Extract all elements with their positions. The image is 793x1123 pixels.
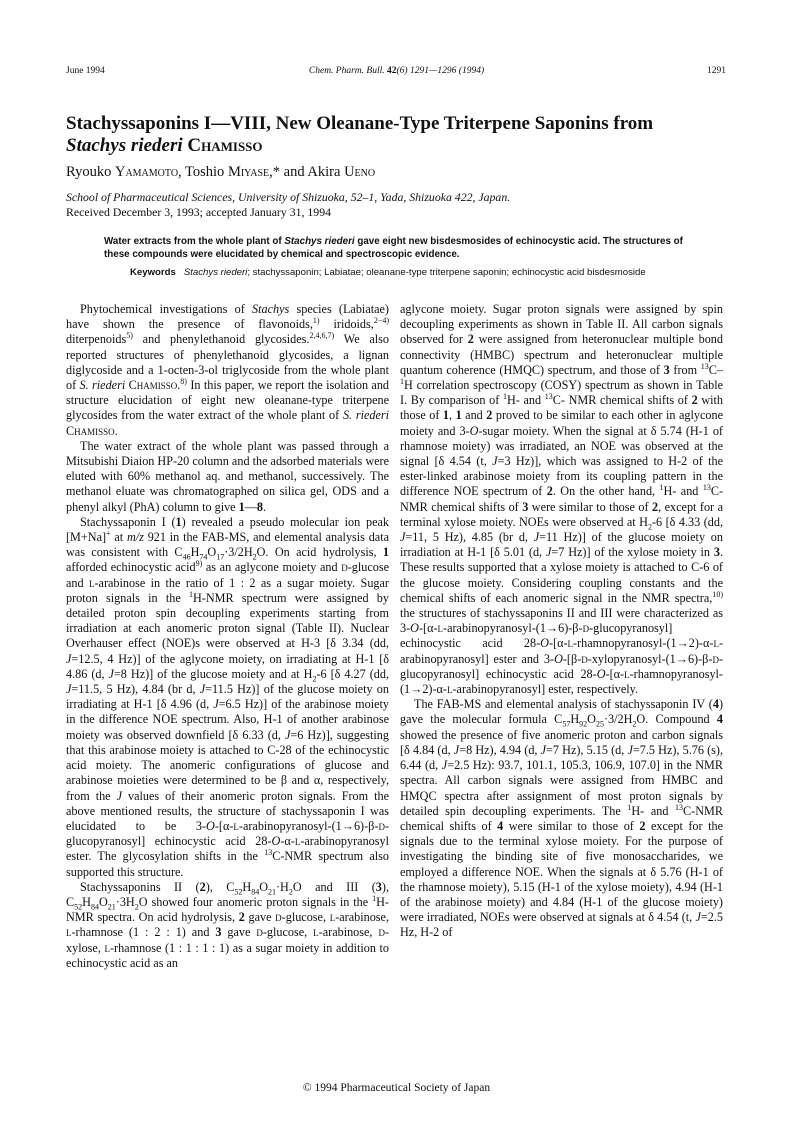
- abstract: [104, 235, 689, 261]
- header-citation: [0, 66, 793, 76]
- title-author: Chamisso: [187, 135, 263, 156]
- received-dates: Received December 3, 1993; accepted January 31, 1994: [66, 205, 331, 219]
- keywords-rest: ; stachyssaponin; Labiatae; oleanane-type triterpene saponin; echinocystic acid bisdesmoside: [247, 267, 646, 278]
- abstract-text-1: Water extracts from the whole plant of: [104, 236, 282, 247]
- header-date: June 1994: [66, 66, 105, 76]
- paragraph: The water extract of the whole plant was passed through a Mitsubishi Diaion HP-20 column and the adsorbed materials were eluted with 60% methanol aq. and methanol, successively. The methanol eluate was chromatographed on silica gel, ODS and a phenyl alkyl (PhA) column to give 1—8.: [66, 438, 389, 514]
- page-number: 1291: [707, 66, 726, 76]
- body-column-right: [400, 302, 723, 941]
- copyright-footer: © 1994 Pharmaceutical Society of Japan: [302, 1082, 491, 1094]
- keywords: [130, 267, 720, 278]
- affiliation-block: [66, 190, 510, 220]
- author-list: Ryouko Yamamoto, Toshio Miyase,* and Akira Ueno: [66, 164, 376, 180]
- paragraph: Phytochemical investigations of Stachys species (Labiatae) have shown the presence of flavonoids,$^{1)}$ iridoids,$^{2-4)}$ diterpenoids$^{5)}$ and phenylethanoid glycosides.$^{2,4,6,7)}$ We also reported structures of phenylethanoid glycosides, a lignan diglycoside and a 1-octen-3-ol triglycoside from the whole plant of S. riederi Chamisso.$^{8)}$ In this paper, we report the isolation and structure elucidation of eight new oleanane-type triterpene glycosides from the water extract of the whole plant of S. riederi Chamisso.: [66, 302, 390, 438]
- abstract-species: Stachys riederi: [284, 236, 355, 247]
- paragraph: aglycone moiety. Sugar proton signals were assigned by spin decoupling experiments as shown in Table II. All carbon signals observed for 2 were assigned from heteronuclear multiple bond connectivity (HMBC) spectrum and heteronuclear multiple quantum coherence (HMQC) spectrum, and those of 3 from $^{13}$C–$^1$H correlation spectroscopy (COSY) spectrum as shown in Table I. By comparison of $^1$H- and $^{13}$C- NMR chemical shifts of 2 with those of 1, 1 and 2 proved to be similar to each other in aglycone moiety and 3-O-sugar moiety. When the signal at δ 5.74 (H-1 of rhamnose moiety) was irradiated, an NOE was observed at the signal [δ 4.54 (t, J=3 Hz)], which was assigned to H-2 of the ester-linked arabinose moiety from its coupling pattern in the difference NOE spectrum of 2. On the other hand, $^1$H- and $^{13}$C-NMR chemical shifts of 3 were similar to those of 2, except for a terminal xylose moiety. NOEs were observed at $H_2-6$ [δ 4.33 (dd, J=11, 5 Hz), 4.85 (br d, J=11 Hz)] of the glucose moiety on irradiation at H-1 [δ 5.01 (d, J=7 Hz)] of the xylose moiety in 3. These results supported that a xylose moiety is attached to C-6 of the glucose moiety. Considering coupling constants and the chemical shifts of each anomeric signal in the NMR spectra,$^{10)}$ the structures of stachyssaponins II and III were characterized as 3-O-[α-l-arabinopyranosyl-(1→6)-β-d-glucopyranosyl] echinocystic acid 28-O-[α-l-rhamnopyranosyl-(1→2)-α-l-arabinopyranosyl] ester and 3-O-[β-d-xylopyranosyl-(1→6)-β-d-glucopyranosyl] echinocystic acid 28-O-[α-l-rhamnopyranosyl-(1→2)-α-l-arabinopyranosyl] ester, respectively.: [400, 302, 724, 697]
- title-line1: Stachyssaponins I—VIII, New Oleanane-Type Triterpene Saponins from: [66, 113, 654, 134]
- journal-name: Chem. Pharm. Bull.: [308, 66, 385, 76]
- keywords-first: Stachys riederi: [183, 267, 248, 278]
- paragraph: Stachyssaponin I (1) revealed a pseudo molecular ion peak [M+Na]+ at m/z 921 in the FAB-MS, and elemental analysis data was consistent with $C_{46}H_{74}O_{17}\cdot 3/2H_2O$. On acid hydrolysis, 1 afforded echinocystic acid$^{9)}$ as an aglycone moiety and d-glucose and l-arabinose in the ratio of 1 : 2 as a sugar moiety. Sugar proton signals in the $^1$H-NMR spectrum were assigned by detailed proton spin decoupling experiments starting from irradiation at each anomeric proton signal (Table II). Nuclear Overhauser effect (NOE)s were observed at H-3 [δ 3.34 (dd, J=12.5, 4 Hz)] of the aglycone moiety, on irradiating at H-1 [δ 4.86 (d, J=8 Hz)] of the glucose moiety and at $H_2-6$ [δ 4.27 (dd, J=11.5, 5 Hz), 4.84 (br d, J=11.5 Hz)] of the glucose moiety on irradiating at H-1 [δ 4.96 (d, J=6.5 Hz)] of the arabinose moiety in the difference NOE spectrum. Also, H-1 of another arabinose moiety was observed downfield [δ 6.33 (d, J=6 Hz)], suggesting that this arabinose moiety is attached to C-28 of the echinocystic acid moiety. The anomeric configurations of glucose and arabinose moieties were determined to be β and α, respectively, from the J values of their anomeric proton signals. From the above mentioned results, the structure of stachyssaponin I was elucidated to be 3-O-[α-l-arabinopyranosyl-(1→6)-β-d-glucopyranosyl] echinocystic acid 28-O-α-l-arabinopyranosyl ester. The glycosylation shifts in the $^{13}$C-NMR spectrum also supported this structure.: [66, 514, 390, 879]
- paper-title: [66, 113, 726, 157]
- affiliation: School of Pharmaceutical Sciences, University of Shizuoka, 52–1, Yada, Shizuoka 422, Japan.: [66, 190, 511, 204]
- title-species: Stachys riederi: [66, 135, 183, 156]
- paragraph: Stachyssaponins II (2), $C_{52}H_{84}O_{21}\cdot H_2O$ and III (3), $C_{52}H_{84}O_{21}\cdot 3H_2O$ showed four anomeric proton signals in the $^1$H-NMR spectra. On acid hydrolysis, 2 gave d-glucose, l-arabinose, l-rhamnose (1 : 2 : 1) and 3 gave d-glucose, l-arabinose, d-xylose, l-rhamnose (1 : 1 : 1 : 1) as a sugar moiety in addition to echinocystic acid as an: [66, 879, 389, 970]
- keywords-label: Keywords: [130, 267, 176, 278]
- paragraph: The FAB-MS and elemental analysis of stachyssaponin IV (4) gave the molecular formula $C_{57}H_{92}O_{25}\cdot 3/2H_2O$. Compound 4 showed the presence of five anomeric proton and carbon signals [δ 4.84 (d, J=8 Hz), 4.94 (d, J=7 Hz), 5.15 (d, J=7.5 Hz), 5.76 (s), 6.44 (d, J=2.5 Hz): 93.7, 101.1, 105.3, 106.9, 107.0] in the NMR spectra. All carbon signals were assigned from HMBC and HMQC spectra after assignment of most proton signals by detailed spin decoupling experiments. The $^1$H- and $^{13}$C-NMR chemical shifts of 4 were similar to those of 2 except for the signals due to the terminal xylose moiety. For the purpose of investigating the binding site of five monosaccharides, we employed a difference NOE. When the signals at δ 5.76 (H-1 of the rhamnose moiety), 5.15 (H-1 of the xylose moiety), 4.94 (H-1 of the arabinose moiety) and 4.84 (H-1 of the glucose moiety) were irradiated, NOEs were observed at signals at δ 4.54 (t, J=2.5 Hz, H-2 of: [400, 697, 724, 940]
- abstract-text-2: gave eight new bisdesmosides of echinocystic acid. The structures of these compounds were elucidated by chemical and spectroscopic evidence.: [104, 236, 683, 260]
- body-column-left: [66, 302, 389, 971]
- journal-volume: 42: [387, 66, 397, 76]
- journal-issue-pages: (6) 1291—1296 (1994): [396, 66, 485, 76]
